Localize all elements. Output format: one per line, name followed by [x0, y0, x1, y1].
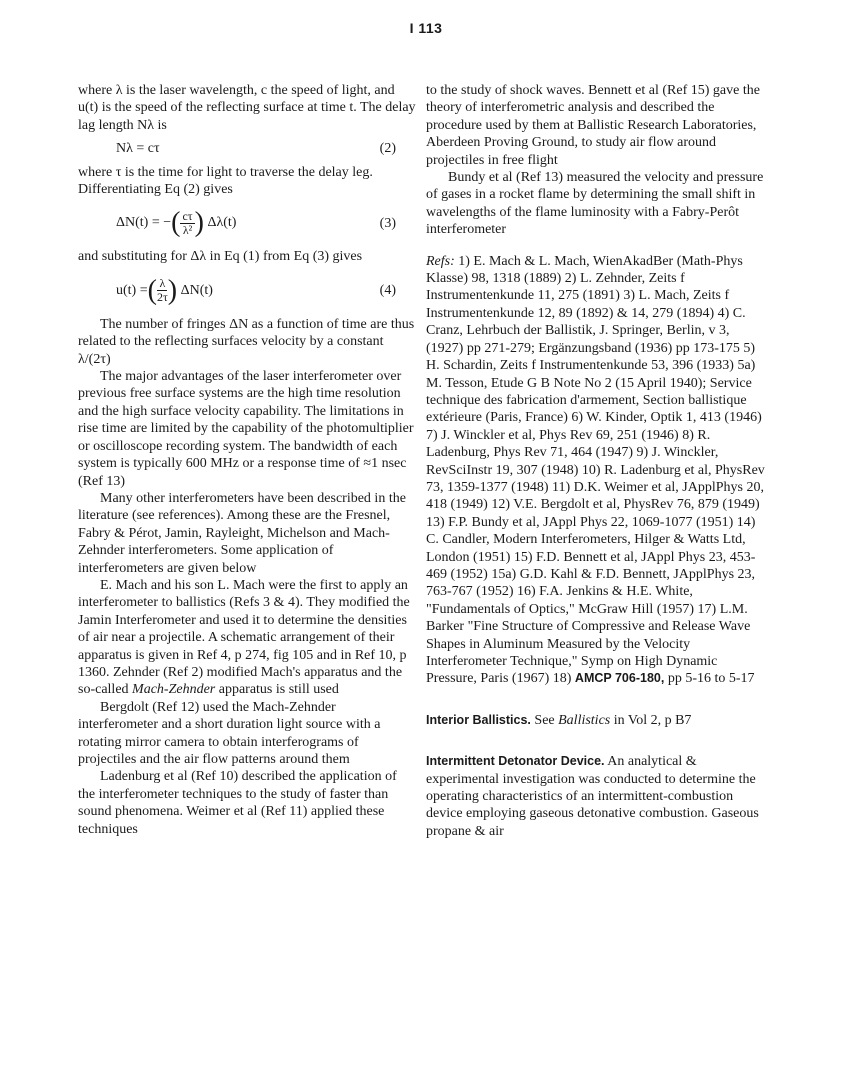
italic-term: Mach-Zehnder	[132, 682, 216, 698]
paragraph: Many other interferometers have been described in the literature (see references). Among these are the Fresnel, Fabry & Pérot, Jamin, Rayleight, Michelson and Mach-Zehnder interferometers. Some application of interferometers are given below	[78, 490, 406, 576]
paragraph: The major advantages of the laser interferometer over previous free surface systems are the high time resolution and the high surface velocity capability. The limitations in rise time are limited by the capability of the photomultiplier or oscilloscope recording system. The bandwidth of each system is typically 600 MHz or a response time of ≈1 nsec (Ref 13)	[78, 369, 414, 489]
equation-3-rhs: Δλ(t)	[207, 215, 237, 231]
paragraph: Bundy et al (Ref 13) measured the velocity and pressure of gases in a rocket flame by determining the small shift in wavelengths of the flame luminosity with a Fabry-Perôt interferometer	[426, 170, 764, 238]
paragraph-text: E. Mach and his son L. Mach were the first to apply an interferometer to ballistics (Refs 3 & 4). They modified the Jamin Interferometer and used it to determine the densities of air near a projectile. A schematic arrangement of their apparatus is given in Ref 4, p 274, fig 105 and in Ref 10, p 1360. Zehnder (Ref 2) modified Mach's apparatus and the so-called	[78, 577, 410, 698]
equation-3-lhs: ΔN(t) = −	[116, 215, 172, 231]
paragraph: and substituting for Δλ in Eq (1) from Eq (3) gives	[78, 249, 363, 265]
equation-3-expression: ΔN(t) = −( $\frac{c\tau}{\text{λ²}}$ ) Δλ(t)	[116, 207, 237, 239]
references	[426, 253, 766, 688]
references-amcp: AMCP 706-180,	[574, 671, 665, 686]
right-column	[426, 82, 766, 840]
equation-4	[78, 272, 416, 310]
paragraph: where λ is the laser wavelength, c the speed of light, and u(t) is the speed of the reflecting surface at time t. The delay lag length Nλ is	[78, 83, 416, 133]
fraction-denominator: λ²	[182, 222, 193, 237]
entry-text: in Vol 2, p B7	[613, 712, 692, 728]
equation-2	[78, 140, 416, 157]
entry-text: An analytical & experimental investigation was conducted to determine the operating characteristics of an intermittent-combustion device employing gaseous detonative combustion. Gaseous propane & air	[426, 754, 759, 839]
page-number: I 113	[409, 20, 443, 36]
equation-2-number: (2)	[379, 141, 396, 157]
equation-4-expression: u(t) =( $\frac{\lambda}{2\tau}$ ) ΔN(t)	[116, 274, 213, 306]
equation-4-lhs: u(t) =	[116, 283, 148, 299]
equation-2-expression: Nλ = cτ	[116, 141, 160, 157]
fraction-denominator: 2τ	[156, 290, 168, 305]
left-column	[78, 82, 416, 838]
equation-3-number: (3)	[379, 215, 396, 231]
entry-heading: Interior Ballistics.	[426, 712, 531, 727]
entry-text: See	[534, 712, 555, 728]
paragraph: The number of fringes ΔN as a function of time are thus related to the reflecting surfaces velocity by a constant λ/(2τ)	[78, 316, 415, 367]
entry-italic: Ballistics	[558, 712, 611, 728]
equation-4-rhs: ΔN(t)	[180, 283, 213, 299]
entry-interior-ballistics	[426, 712, 766, 729]
equation-4-fraction	[157, 277, 168, 304]
references-label: Refs:	[426, 253, 455, 269]
references-text: 1) E. Mach & L. Mach, WienAkadBer (Math-Phys Klasse) 98, 1318 (1889) 2) L. Zehnder, Zeits f Instrumentenkunde 11, 275 (1891) 3) L. Mach, Zeits f Instrumentenkunde 12, 89 (1892) & 14, 279 (1894) 4) C. Cranz, Lehrbuch der Ballistik, J. Springer, Berlin, v 3, (1927) pp 271-279; Ergänzungsband (1936) pp 173-175 5) H. Schardin, Zeits f Instrumentenkunde 53, 396 (1933) 5a) M. Tesson, Etude G B Note No 2 (15 April 1940); Service technique des fabrication d'armement, Section ballistique extérieure (Paris, France) 6) W. Kinder, Optik 1, 413 (1946) 7) J. Winckler et al, Phys Rev 69, 251 (1946) 8) R. Ladenburg, Phys Rev 71, 464 (1947) 9) J. Winckler, RevSciInstr 19, 307 (1948) 10) R. Ladenburg et al, PhysRev 73, 1359-1377 (1948) 11) D.K. Weimer et al, JApplPhys 20, 418 (1949) 12) V.E. Bergdolt et al, PhysRev 76, 879 (1949) 13) F.P. Bundy et al, JAppl Phys 22, 1069-1077 (1951) 14) C. Candler, Modern Interferometers, Hilger & Watts Ltd, London (1951) 15) F.D. Bennett et al, JAppl Phys 23, 453-469 (1952) 15a) G.D. Kahl & F.D. Bennett, JApplPhys 23, 763-767 (1952) 16) F.A. Jenkins & H.E. White, "Fundamentals of Optics," McGraw Hill (1957) 17) L.M. Barker "Fine Structure of Compressive and Release Wave Shapes in Aluminum Measured by the Velocity Interferometer Technique," Symp on High Dynamic Pressure, Paris (1967) 18)	[426, 253, 765, 687]
paragraph: where τ is the time for light to traverse the delay leg. Differentiating Eq (2) gives	[78, 164, 373, 198]
entry-intermittent-detonator-device	[426, 753, 766, 840]
paragraph: Ladenburg et al (Ref 10) described the application of the interferometer techniques to the study of faster than sound phenomena. Weimer et al (Ref 11) applied these techniques	[78, 769, 397, 837]
equation-4-number: (4)	[379, 283, 396, 299]
paragraph: to the study of shock waves. Bennett et al (Ref 15) gave the theory of interferometric analysis and described the procedure used by them at Ballistic Research Laboratories, Aberdeen Proving Ground, to study air flow around projectiles in free flight	[426, 83, 760, 168]
references-tail: pp 5-16 to 5-17	[667, 671, 755, 687]
fraction-numerator: cτ	[182, 208, 193, 223]
paragraph-text: apparatus is still used	[218, 682, 339, 698]
fraction-numerator: λ	[159, 276, 166, 291]
paragraph: Bergdolt (Ref 12) used the Mach-Zehnder interferometer and a short duration light source with a rotating mirror camera to obtain interferograms of projectiles and the air flow patterns around them	[78, 699, 381, 767]
equation-3	[78, 204, 416, 242]
paragraph	[78, 577, 416, 699]
equation-3-fraction	[180, 210, 194, 237]
entry-heading: Intermittent Detonator Device.	[426, 754, 605, 769]
